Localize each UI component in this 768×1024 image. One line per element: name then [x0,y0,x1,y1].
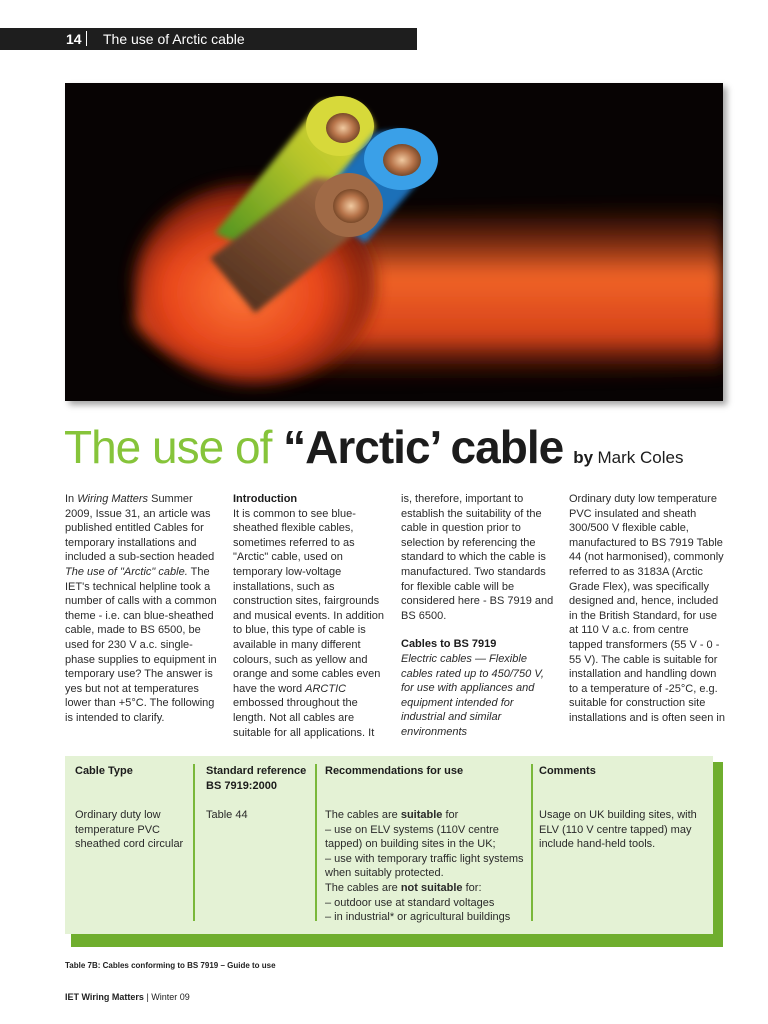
column-divider [193,764,195,921]
running-title: The use of Arctic cable [103,31,245,47]
cable-illustration [65,83,723,401]
table-header: Standard reference BS 7919:2000 [206,765,307,792]
section-heading: Cables to BS 7919 [401,638,497,651]
article-column-3 [401,492,557,740]
header-divider [86,31,87,46]
table-column-comments [539,764,707,852]
table-caption: Table 7B: Cables conforming to BS 7919 – Guide to use [65,961,276,970]
page-header [0,28,417,50]
table-cell: Table 44 [206,809,248,821]
column-divider [315,764,317,921]
paragraph: In Wiring Matters Summer 2009, Issue 31, an article was published entitled Cables for temporary installations and included a sub-section headed The use of "Arctic" cable. The IET's technical helpline took a number of calls with a common theme - i.e. can blue-sheathed cable, made to BS 6500, be used for 230 V a.c. single-phase supplies to equipment in temporary use? The answer is yes but not at temperatures lower than +5°C. The following is intended to clarify. [65,493,217,724]
table-header: Comments [539,765,596,777]
page-number: 14 [66,31,82,47]
paragraph: Electric cables — Flexible cables rated up to 450/750 V, for use with appliances and equipment intended for industrial and similar environments [401,652,544,738]
issue-label: Winter 09 [151,992,190,1002]
article-column-1 [65,492,221,726]
title-part-1: The use of [64,421,284,473]
table-column-cable-type [75,764,193,852]
article-column-4 [569,492,725,726]
cable-table [65,756,715,936]
byline-by: by [573,448,594,467]
table-cell: Ordinary duty low temperature PVC sheathed cord circular [75,809,184,851]
table-column-standard [206,764,318,823]
article-title [64,420,683,474]
paragraph: It is common to see blue-sheathed flexible cables, sometimes referred to as "Arctic" cable, used on temporary low-voltage installations, such as construction sites, fairgrounds and musical events. In addition to blue, this type of cable is available in many different colours, such as yellow and orange and some cables even have the word ARCTIC embossed throughout the length. Not all cables are suitable for all applications. It [233,507,385,739]
paragraph: is, therefore, important to establish the suitability of the cable in question prior to selection by referencing the standard to which the cable is manufactured. Two standards for flexible cable will be considered here - BS 7919 and BS 6500. [401,493,554,622]
table-cell: The cables are suitable for – use on ELV systems (110V centre tapped) on building sites in the UK; – use with temporary traffic light systems when suitably protected. The cables are not suitable for: – outdoor use at standard voltages – in industrial* or agricultural buildings [325,809,524,924]
publication-name: IET Wiring Matters [65,992,144,1002]
table-column-recommendations [325,764,535,925]
paragraph: Ordinary duty low temperature PVC insulated and sheath 300/500 V flexible cable, manufactured to BS 7919 Table 44 (not harmonised), commonly referred to as 3183A (Arctic Grade Flex), was specifically designed and, hence, included in the British Standard, for use at 110 V a.c. from centre tapped transformers (55 V - 0 - 55 V). The cable is suitable for installation and handling down to a temperature of -25°C, e.g. suitable for construction site installations and is often seen in [569,493,725,724]
byline-author: Mark Coles [597,448,684,467]
table-cell: Usage on UK building sites, with ELV (110 V centre tapped) may include hand-held tools. [539,809,697,851]
table-header: Recommendations for use [325,765,464,777]
table-body [65,756,713,934]
column-divider [531,764,533,921]
page-footer: IET Wiring Matters | Winter 09 [65,992,190,1002]
cable-photo [65,83,723,401]
section-heading: Introduction [233,493,298,505]
article-column-2 [233,492,389,740]
table-header: Cable Type [75,765,133,777]
title-part-2: “Arctic’ cable [283,421,564,473]
